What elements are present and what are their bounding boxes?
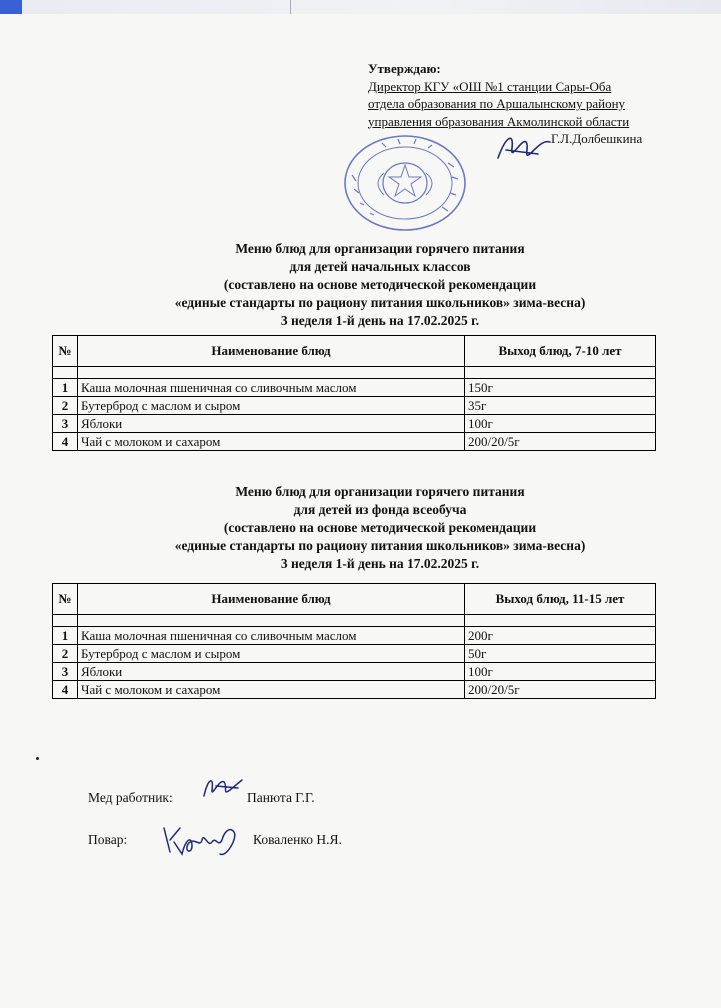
menu1-standard: «единые стандарты по рациону питания школьников» зима-весна) [174, 295, 586, 310]
approval-line-3: управления образования Акмолинской области [368, 113, 630, 129]
approval-line-2: отдела образования по Аршалынскому району [368, 96, 626, 111]
table-spacer-row [53, 615, 656, 627]
dish-yield: 200/20/5г [465, 681, 656, 699]
column-header-yield: Выход блюд, 11-15 лет [465, 584, 656, 615]
director-signature-icon [492, 128, 554, 168]
row-number: 2 [53, 645, 78, 663]
column-header-yield: Выход блюд, 7-10 лет [465, 336, 656, 367]
table-spacer-row [53, 367, 656, 379]
dish-name: Яблоки [78, 415, 465, 433]
dish-name: Каша молочная пшеничная со сливочным маслом [78, 627, 465, 645]
table-row [53, 663, 656, 681]
menu2-date: 3 неделя 1-й день на 17.02.2025 г. [280, 556, 480, 571]
table-row [53, 433, 656, 451]
scan-top-edge [0, 0, 721, 14]
scan-fold-line [290, 0, 291, 14]
row-number: 1 [53, 627, 78, 645]
table-row [53, 645, 656, 663]
dish-yield: 50г [465, 645, 656, 663]
menu1-table [52, 335, 656, 451]
dish-name: Бутерброд с маслом и сыром [78, 397, 465, 415]
row-number: 1 [53, 379, 78, 397]
table-row [53, 415, 656, 433]
approval-title: Утверждаю: [368, 61, 441, 76]
table-header-row [53, 336, 656, 367]
row-number: 3 [53, 663, 78, 681]
cook-name: Коваленко Н.Я. [253, 832, 342, 847]
cook-label: Повар: [88, 832, 128, 847]
med-worker-label: Мед работник: [88, 790, 173, 805]
dish-yield: 100г [465, 415, 656, 433]
menu1-note: (составлено на основе методической рекомендации [223, 277, 537, 292]
dish-name: Яблоки [78, 663, 465, 681]
menu2-title: Меню блюд для организации горячего питания [235, 484, 525, 499]
row-number: 4 [53, 681, 78, 699]
menu1-title: Меню блюд для организации горячего питания [235, 241, 525, 256]
column-header-number: № [53, 584, 78, 615]
approval-line-1: Директор КГУ «ОШ №1 станции Сары-Оба [368, 78, 612, 94]
menu2-standard: «единые стандарты по рациону питания школьников» зима-весна) [174, 538, 586, 553]
row-number: 3 [53, 415, 78, 433]
dish-name: Каша молочная пшеничная со сливочным маслом [78, 379, 465, 397]
table-header-row [53, 584, 656, 615]
column-header-dish: Наименование блюд [78, 584, 465, 615]
menu2-note: (составлено на основе методической рекомендации [223, 520, 537, 535]
column-header-number: № [53, 336, 78, 367]
approval-signer: Г.Л.Долбешкина [551, 131, 643, 146]
stray-dot [36, 757, 39, 760]
med-worker-signature-icon [198, 772, 246, 804]
menu2-header [40, 483, 720, 573]
table-row [53, 627, 656, 645]
table-row [53, 379, 656, 397]
menu2-table [52, 583, 656, 699]
cook-signature-icon [160, 818, 242, 862]
dish-name: Чай с молоком и сахаром [78, 681, 465, 699]
menu2-subtitle: для детей из фонда всеобуча [293, 502, 467, 517]
med-worker-name: Панюта Г.Г. [247, 790, 315, 805]
dish-yield: 200г [465, 627, 656, 645]
row-number: 2 [53, 397, 78, 415]
dish-name: Бутерброд с маслом и сыром [78, 645, 465, 663]
menu1-header [40, 240, 720, 330]
menu1-date: 3 неделя 1-й день на 17.02.2025 г. [280, 313, 480, 328]
menu1-subtitle: для детей начальных классов [289, 259, 471, 274]
dish-name: Чай с молоком и сахаром [78, 433, 465, 451]
dish-yield: 35г [465, 397, 656, 415]
table-row [53, 397, 656, 415]
row-number: 4 [53, 433, 78, 451]
table-row [53, 681, 656, 699]
official-stamp-icon [342, 133, 468, 233]
dish-yield: 100г [465, 663, 656, 681]
column-header-dish: Наименование блюд [78, 336, 465, 367]
dish-yield: 200/20/5г [465, 433, 656, 451]
dish-yield: 150г [465, 379, 656, 397]
